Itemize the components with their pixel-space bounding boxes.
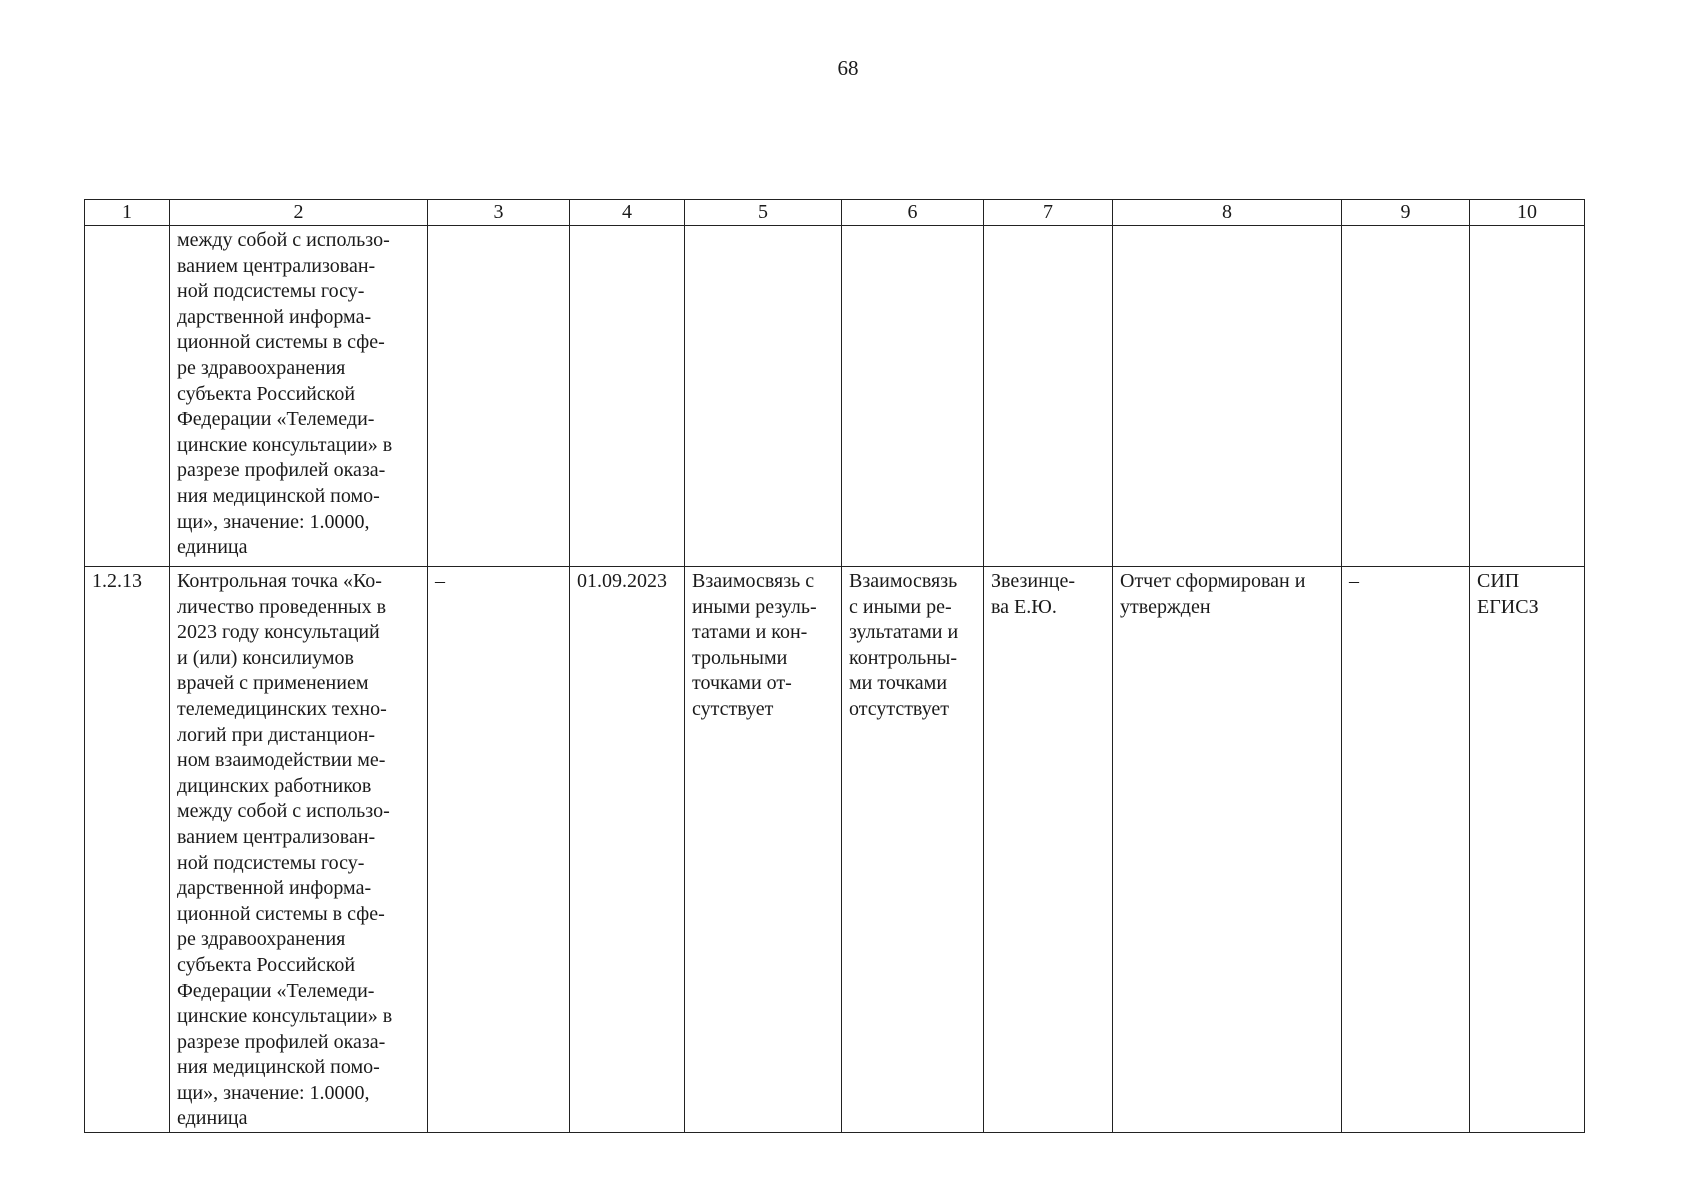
column-header: 4 — [570, 200, 685, 226]
column-header: 6 — [842, 200, 984, 226]
table-row — [85, 567, 1585, 1133]
date-cell — [570, 226, 685, 567]
column-header: 9 — [1342, 200, 1470, 226]
column-header: 7 — [984, 200, 1113, 226]
table-cell — [428, 226, 570, 567]
table-cell: – — [428, 567, 570, 1133]
description-cell: между собой с использо- ванием централизован- ной подсистемы госу- дарственной информа- ционной системы в сфе- ре здравоохранения субъекта Российской Федерации «Телемеди- цинские консультации» в разрезе профилей оказа- ния медицинской помо- щи», значение: 1.0000, единица — [170, 226, 428, 567]
responsible-cell — [984, 226, 1113, 567]
header-row — [85, 200, 1585, 226]
column-header: 10 — [1470, 200, 1585, 226]
responsible-cell: Звезинце- ва Е.Ю. — [984, 567, 1113, 1133]
table-cell: Отчет сформирован и утвержден — [1113, 567, 1342, 1133]
column-header: 2 — [170, 200, 428, 226]
page-number: 68 — [837, 56, 859, 80]
description-cell: Контрольная точка «Ко- личество проведенных в 2023 году консультаций и (или) консилиумов врачей с применением телемедицинских техно- логий при дистанцион- ном взаимодействии ме- дицинских работников между собой с использо- ванием централизован- ной подсистемы госу- дарственной информа- ционной системы в сфе- ре здравоохранения субъекта Российской Федерации «Телемеди- цинские консультации» в разрезе профилей оказа- ния медицинской помо- щи», значение: 1.0000, единица — [170, 567, 428, 1133]
table-cell: Взаимосвязь с иными ре- зультатами и контрольны- ми точками отсутствует — [842, 567, 984, 1133]
table-cell — [842, 226, 984, 567]
row-number-cell: 1.2.13 — [85, 567, 170, 1133]
table-cell: СИП ЕГИСЗ — [1470, 567, 1585, 1133]
table-cell: – — [1342, 567, 1470, 1133]
row-number-cell — [85, 226, 170, 567]
table-cell — [685, 226, 842, 567]
table-row — [85, 226, 1585, 567]
table-cell: Взаимосвязь с иными резуль- татами и кон- трольными точками от- сутствует — [685, 567, 842, 1133]
column-header: 3 — [428, 200, 570, 226]
plan-table — [84, 199, 1585, 1133]
date-cell: 01.09.2023 — [570, 567, 685, 1133]
table-cell — [1113, 226, 1342, 567]
column-header: 5 — [685, 200, 842, 226]
table-cell — [1342, 226, 1470, 567]
column-header: 1 — [85, 200, 170, 226]
table-cell — [1470, 226, 1585, 567]
column-header: 8 — [1113, 200, 1342, 226]
